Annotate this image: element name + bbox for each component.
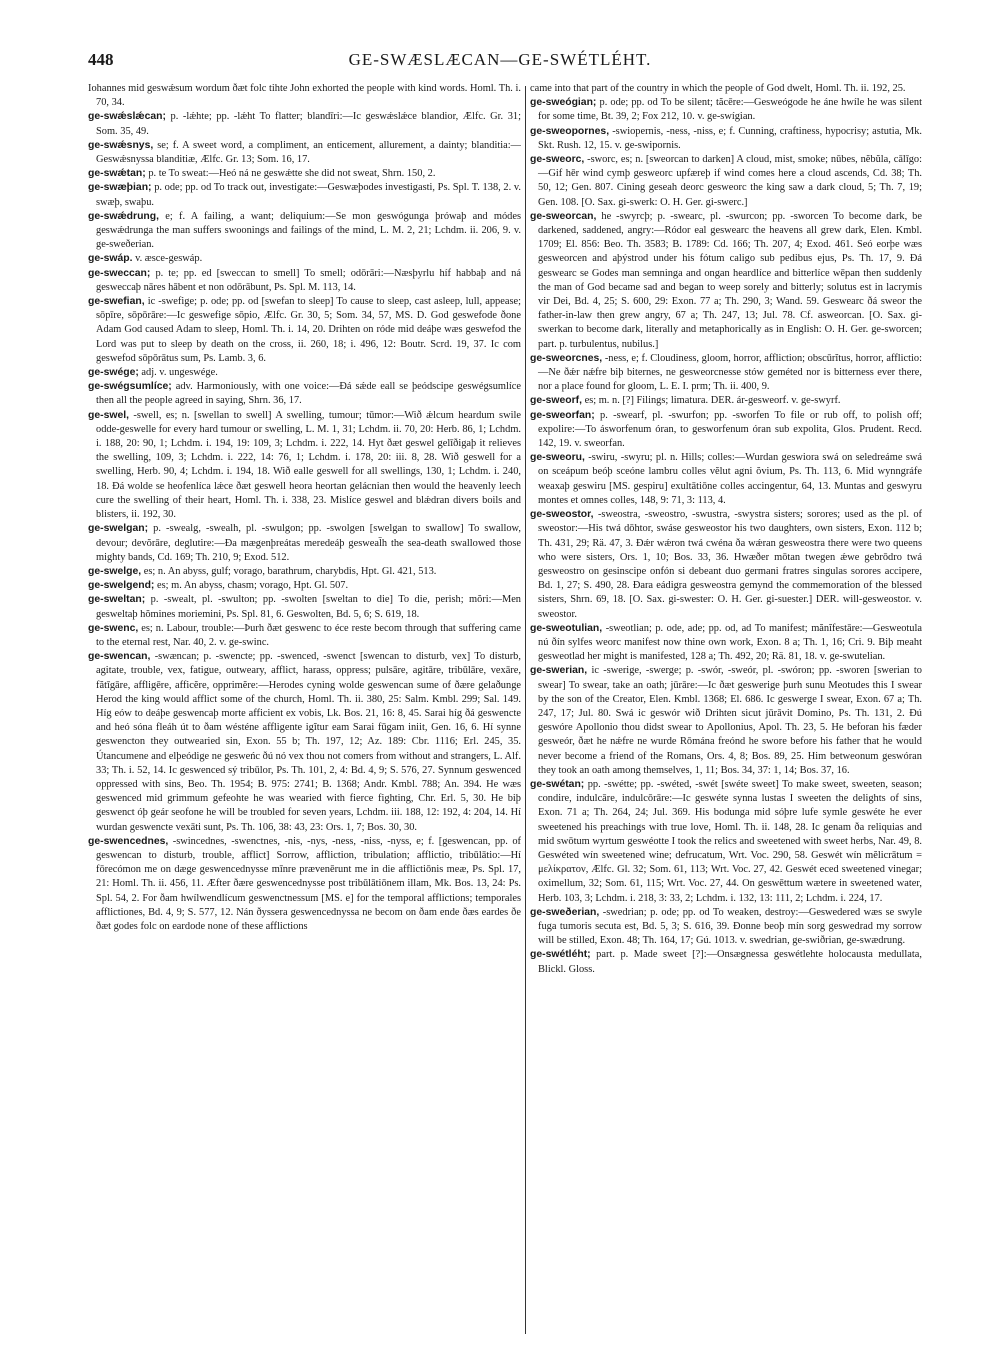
entry-headword: ge-sweorc, [530, 154, 585, 166]
entry-headword: ge-sweopornes, [530, 125, 610, 137]
entry-definition: he -swyrcþ; p. -swearc, pl. -swurcon; pp. -sworcen To become dark, be darkened, saddened, angry:—Ródor eal geswearc the heavens all grew dark, Elen. Kmbl. 1709; El. 856: Beo. Th. 3583; B. 1789: Cd. 166; Th. 207, 4; Exod. 461. Seó eorþe wæs gesweorcen and aþýstrod under his fótum caligo sub pedibus ejus, Ps. Th. 17, 9. Ðá geswearc se Godes man semninga and ongan heardlíce and bitterlíce wēpan then suddenly the man of God became sad and began to weep sorely and bitterly; solutus est in lacrymis vir Dei, Bd. 4, 25; S. 600, 29: Exon. 77 a; Th. 290, 3; Wand. 59. Geswearc ðá sweor the father-in-law then grew angry, 67 a; Th. 247, 13; Jul. 78. Cf. asweorcan. [O. Sax. gi-swerkan to become dark, literally and metaphorically as in English: O. H. Ger. ge-sworcen; part. p. turbulentus, nubilus.] [538, 210, 922, 350]
entry-headword: ge-sweorcan, [530, 210, 597, 222]
entry-definition: came into that part of the country in which the people of God dwelt, Homl. Th. ii. 192, 25. [530, 83, 906, 94]
dictionary-entry [88, 593, 521, 621]
dictionary-entry [88, 139, 521, 167]
entry-headword: ge-swæþian; [88, 182, 152, 194]
entry-definition: Iohannes mid geswǽsum wordum ðæt folc tihte John exhorted the people with kind words. Homl. Th. i. 70, 34. [88, 83, 521, 109]
dictionary-entry [88, 650, 521, 835]
entry-definition: p. ode; pp. od To track out, investigate:—Geswæþodes investigasti, Ps. Spl. T. 138, 2. v. swæþ, swaþu. [96, 182, 521, 208]
entry-headword: ge-swelgend; [88, 580, 155, 592]
right-column [530, 82, 922, 1338]
entry-headword: ge-sweccan; [88, 267, 151, 279]
entry-headword: ge-swǽsnys, [88, 139, 154, 151]
dictionary-entry [88, 181, 521, 209]
running-head: GE-SWÆSLÆCAN—GE-SWÉTLÉHT. [348, 50, 652, 69]
column-divider [525, 86, 526, 1334]
dictionary-entry [88, 210, 521, 253]
dictionary-entry [530, 153, 922, 210]
entry-definition: ic -swefige; p. ode; pp. od [swefan to sleep] To cause to sleep, cast asleep, lull, appease; sōpīre, sōpōrāre:—Ic geswefige sōpio, Ælfc. Gr. 30, 5; Som. 34, 57, MS. D. God geswefode ðone Adam God caused Adam to sleep, Homl. Th. i. 14, 20. Drihten on róde mid deáþe wæs geswefod the Lord was put to sleep by death on the cross, ii. 260, 18; i. 496, 12: Boutr. Scrd. 19, 37. Ic com geswefod sōpōrātus sum, Ps. Lamb. 3, 6. [96, 296, 521, 364]
entry-headword: ge-swétan; [530, 778, 585, 790]
dictionary-entry [88, 366, 521, 380]
dictionary-entry [530, 622, 922, 665]
dictionary-entry [88, 252, 521, 266]
entry-headword: ge-swencan, [88, 651, 151, 663]
entry-definition: p. -lǽhte; pp. -lǽht To flatter; blandīri:—Ic geswǽslǽce blandior, Ælfc. Gr. 31; Som. 35, 49. [96, 111, 521, 137]
entry-definition: part. p. Made sweet [?]:—Onsægnessa geswétlehte holocausta medullata, Blickl. Gloss. [538, 949, 922, 975]
dictionary-entry [88, 167, 521, 181]
entry-headword: ge-swelge, [88, 565, 142, 577]
entry-definition: pp. -swétte; pp. -swéted, -swét [swéte sweet] To make sweet, sweeten, season; condire, indulcāre, indulcōrāre:—Ic geswéte synna lustas I sweeten the delights of sins, Exon. 71 a; Th. 264, 24; Jul. 369. His bodunga mid sóþre lufe symle geswéte he ever sweetened his preachings with true love, Homl. Th. ii. 148, 28. Ic genam ða reliquias and mid swōtum wyrtum geswéotte I took the relics and sweetened with sweet herbs, Nar. 49, 8. Geswéted wín sweetened wine; defrucatum, Wrt. Voc. 290, 58. Geswét wín mĕlicrātum = μελίκρατον, Ælfc. Gl. 32; Som. 61, 113; Wrt. Voc. 27, 42. Geswét eced sweetened vinegar; oximellum, 32; Som. 61, 115; Wrt. Voc. 27, 44. On geswēttum wætere in sweetened water, Herb. 103, 3; Lchdm. i. 218, 3: 33, 2; Lchdm. i. 132, 13: 111, 2; Lchdm. i. 224, 17. [538, 778, 922, 904]
entry-headword: ge-swétléht; [530, 949, 591, 961]
entry-definition: e; f. A failing, a want; deliquium:—Se mon geswógunga þrówaþ and módes geswǽdrunga the man suffers swoonings and failings of the mind, L. M. 2, 21; Lchdm. ii. 206, 9. v. ge-sweðerian. [96, 210, 521, 251]
entry-headword: ge-sweorcnes, [530, 352, 603, 364]
entry-definition: -swell, es; n. [swellan to swell] A swelling, tumour; tūmor:—Wið ǽlcum heardum swile odde-geswelle for every hard tumour or swelling, L. M. 1, 31; Lchdm. ii. 70, 20: Herb. 86, 1; Lchdm. i. 188, 20: 90, 1; Lchdm. i. 194, 19: 109, 3; Lchdm. i. 222, 14. Hyt ðæt geswel gelīðigaþ it relieves the swelling, 109, 3; Lchdm. i. 222, 14: 76, 1; Lchdm. i. 178, 20: iii. 8, 28. Wið geswell for a swelling, Herb. 90, 4; Lchdm. i. 194, 18. Wið ealle geswell for all swellings, 130, 1; Lchdm. i. 240, 18. Ðá wolde se heofenlíca lǽce ðæt geswell heora heortan gelácnian then would the heavenly leech cure the swelling of their heart, Homl. Th. i. 338, 23. Mislíce geswel and blǽdran divers boils and blisters, ii. 192, 30. [96, 409, 521, 521]
dictionary-entry [530, 451, 922, 508]
dictionary-entry [530, 508, 922, 622]
entry-definition: -sweostra, -sweostro, -swustra, -swystra sisters; sorores; used as the pl. of sweostor:—His twá dōhtor, swáse gesweostor his two daughters, own sisters, Exon. 112 b; Th. 431, 29; Rä. 47, 3. Ðǽr wǽron twá cwéna ða wǽran gesweostra there were two queens who were sisters, Ors. 1, 10; Bos. 33, 36. Hwæðer mōtan twegen ǽwe gebrōdro twá gesweostro on gesinscipe onfón si debeant duo germani fratres singulas sorores accipere, Bd. 1, 27; S. 490, 28. Ðara eádigra gesweostra gemynd the commemoration of the blessed sisters, Shrn. 69, 18. [O. Sax. gi-swester: O. H. Ger. gi-suester.] DER. will-gesweostor. v. sweostor. [538, 509, 922, 620]
entry-headword: ge-swelgan; [88, 523, 149, 535]
page-header [88, 50, 912, 74]
dictionary-entry [88, 409, 521, 523]
entry-definition: p. -swealg, -swealh, pl. -swulgon; pp. -swolgen [swelgan to swallow] To swallow, devour; devŏrāre, deglutire:—Ða mægenþreátas meredeáþ gesweal̄h the sea-death swallowed those mighty bands, Cd. 169; Th. 210, 9; Exod. 512. [96, 523, 521, 563]
entry-definition: -swedrian; p. ode; pp. od To weaken, destroy:—Geswedered wæs se swyle fuga tumoris secuta est, Bd. 5, 3; S. 616, 39. Ðonne beoþ mín sorg geswedrad my sorrow will be stilled, Exon. 48; Th. 164, 17; Gú. 1013. v. swedrian, ge-swiðrian, ge-swædrung. [538, 906, 922, 947]
entry-definition: adj. v. ungeswége. [141, 367, 218, 379]
page-number: 448 [88, 50, 114, 69]
entry-definition: se; f. A sweet word, a compliment, an enticement, allurement, a dainty; blanditia:—Geswǽsnyssa blanditiæ, Ælfc. Gr. 13; Som. 16, 17. [96, 139, 521, 166]
entry-definition: v. æsce-geswáp. [135, 253, 203, 265]
entry-headword: ge-swǽdrung, [88, 210, 160, 222]
entry-headword: ge-sweoru, [530, 452, 585, 464]
entry-definition: -sweotlian; p. ode, ade; pp. od, ad To manifest; mănĭfestāre:—Gesweotula nú ðín sylfes weorc manifest now thine own work, Exon. 8 a; Th. 1, 16; Cri. 9. Biþ meaht gesweotlad her might is manifested, 128 a; Th. 492, 20; Rä. 81, 18. v. ge-swutelian. [538, 622, 922, 663]
left-column [88, 82, 521, 1338]
dictionary-entry [530, 394, 922, 408]
entry-definition: -swæncan; p. -swencte; pp. -swenced, -swenct [swencan to disturb, vex] To disturb, agitate, trouble, vex, fatigue, outweary, afflict, harass, oppress; pulsāre, agitāre, tribūlāre, vexāre, fătīgāre, affligēre, afficĕre, opprimĕre:—Herodes cyning wolde geswencan sume of ðære gelaðunge Herod the king would afflict some of the church, Homl. Th. ii. 380, 25: Salm. Kmbl. 299; Sal. 149. Híg eów to deáþe geswencaþ morte afficient ex vobis, Lk. Bos. 21, 16: 8, 45. Sarai híg ðá geswencte and heó sóna fleáh út to ðam wésténe affligente igĭtur eam Sarai fūgam iniit, Gen. 16, 6. Hí synne geswencton they outwearied sin, Exon. 55 b; Th. 197, 12; Az. 189: Cbr. 1116; Erl. 245, 35. Útancumene and elþeódige ne gesweńc ðú nó vex thou not comers from without and strangers, L. Alf. 33; Th. i. 52, 14. Ic geswenced sý tribūlor, Ps. Th. 101, 2, 4: Bd. 4, 9; S. 576, 27. Synnum geswenced oppressed with sins, Beo. Th. 1954; B. 975: 2741; B. 1368; Andr. Kmbl. 788; An. 394. He wæs geswenced mid grimmum gefeohte he was wearied with fierce fighting, Chr. Erl. 5, 30. He biþ geswenct óþ geár seofone he will be troubled for seven years, Lchdm. iii. 188, 12: 192, 4: 204, 14. Hí wurdan geswencte vexāti sunt, Ps. Th. 106, 38: 43, 23: Ors. 1, 7; Bos. 30, 30. [96, 651, 521, 833]
dictionary-entry [530, 82, 922, 96]
entry-headword: ge-sweðerian, [530, 906, 600, 918]
entry-definition: es; m. n. [?] Filings; limatura. DER. ár-gesweorf. v. ge-swyrf. [584, 395, 841, 407]
dictionary-entry [88, 82, 521, 110]
entry-headword: ge-swǽslǽcan; [88, 111, 166, 123]
entry-headword: ge-swǽtan; [88, 168, 146, 180]
dictionary-entry [88, 835, 521, 934]
entry-headword: ge-swefian, [88, 296, 145, 308]
entry-definition: es; n. Labour, trouble:—Þurh ðæt geswenc to éce reste becom through that suffering came to the eternal rest, Nar. 40, 2. v. ge-swinc. [96, 622, 521, 648]
entry-definition: -ness, e; f. Cloudiness, gloom, horror, affliction; obscūrĭtus, horror, afflictio:—Ne ðǽr nǽfre biþ biternes, ne gesweorcnesse stów geméted nor is bitterness ever there, nor a place found for gloom, L. E. I. prm; Th. ii. 400, 9. [538, 352, 922, 393]
entry-definition: es; n. An abyss, gulf; vorago, barathrum, charybdis, Hpt. Gl. 421, 513. [143, 565, 437, 577]
entry-definition: p. ode; pp. od To be silent; tăcēre:—Gesweógode he áne hwíle he was silent for some time, Bt. 39, 2; Fox 212, 10. v. ge-swígian. [538, 97, 922, 123]
entry-definition: p. -swealt, pl. -swulton; pp. -swolten [sweltan to die] To die, perish; mŏri:—Men gesweltaþ hŏmines moriemini, Ps. Spl. 81, 6. Geswolten, Bd. 5, 6; S. 619, 18. [96, 594, 521, 620]
entry-headword: ge-swégsumlíce; [88, 381, 172, 393]
dictionary-entry [530, 210, 922, 352]
dictionary-entry [530, 906, 922, 949]
entry-definition: adv. Harmoniously, with one voice:—Ðá sǽde eall se þeódscipe geswégsumlíce then all the people agreed in saying, Shrn. 36, 17. [96, 381, 521, 407]
entry-definition: p. te; pp. ed [sweccan to smell] To smell; odōrāri:—Næsþyrlu híf habbaþ and ná gesweccaþ nāres hābent et non odōrābunt, Ps. Spl. M. 113, 14. [96, 267, 521, 293]
entry-headword: ge-swenc, [88, 622, 139, 634]
entry-headword: ge-sweltan; [88, 594, 146, 606]
entry-headword: ge-swége; [88, 367, 139, 379]
entry-definition: ic -swerige, -swerge; p. -swór, -sweór, pl. -swóron; pp. -sworen [swerian to swear] To swear, take an oath; jūrāre:—Ic ðæt geswerige þurh sunu Meotudes this I swear by the son of the Creator, Elen. Kmbl. 1368; El. 686. Ic geswerge I swear, Exon. 67 a; Th. 247, 17; Jul. 80. Swá ic geswór wið Drihten sicut jūrāvit Domino, Ps. Th. 131, 2. Ðú geswóre Apollonio thou didst swear to Apollonius, Apol. Th. 23, 5. He beforan his fæder gesweór, ðæt he nǽfre ne wurde Rōmána freónd he swore before his father that he would never become a friend of the Romans, Ors. 4, 8; Bos. 89, 25. Him betweonum geswóran they took an oath among themselves, 1, 11; Bos. 34, 37: 1, 14; Bos. 37, 16. [538, 665, 922, 776]
entry-definition: p. -swearf, pl. -swurfon; pp. -sworfen To file or rub off, to polish off; expolire:—To ásworfenum óran, to gesworfenum óran sub expolita, Glos. Prudent. Recd. 142, 19. v. sweorfan. [538, 409, 922, 450]
dictionary-entry [88, 267, 521, 295]
entry-headword: ge-sweógian; [530, 97, 597, 109]
entry-headword: ge-sweostor, [530, 509, 594, 521]
dictionary-entry [88, 110, 521, 138]
entry-definition: p. te To sweat:—Heó ná ne geswǽtte she did not sweat, Shrn. 150, 2. [148, 168, 436, 180]
dictionary-entry [530, 948, 922, 976]
dictionary-entry [88, 565, 521, 579]
dictionary-entry [530, 778, 922, 906]
entry-definition: -swincednes, -swenctnes, -nis, -nys, -ness, -niss, -nyss, e; f. [geswencan, pp. of geswencan to disturb, trouble, afflict] Sorrow, affliction, tribulation; afflictio, tribūlātio:—Hí fōrecómon me on dæge geswencednysse mīnre prævenērunt me in die afflictiōnis meæ, Ps. Spl. 17, 21: Homl. Th. ii. 456, 11. Æfter ðære geswencednysse post tribūlātiōnem illam, Mk. Bos. 13, 24: Ps. Spl. 54, 2. For ðam hwílwendlícum geswenctnessum [MS. e] for the temporal afflictions; temporales afflictiones, Bd. 4, 9; S. 577, 12. Nán ðyssera geswencednyssa ne becom on ðam ende ðæs eardes ðe ðæt godes folc on eardode none of these afflictions [96, 835, 521, 932]
entry-definition: es; m. An abyss, chasm; vorago, Hpt. Gl. 507. [157, 580, 349, 592]
dictionary-entry [88, 522, 521, 565]
dictionary-entry [530, 125, 922, 153]
entry-headword: ge-sweotulian, [530, 622, 603, 634]
entry-headword: ge-swerian, [530, 665, 588, 677]
entry-definition: -sworc, es; n. [sweorcan to darken] A cloud, mist, smoke; nūbes, nĕbŭla, cālīgo:—Gif hēr wind cymþ gesweorc upfæreþ if wind comes here a cloud ascends, Cd. 38; Th. 50, 12; Gen. 807. Cining geseah deorc gesweorc the king saw a dark cloud, 5; Th. 7, 19; Gen. 108. [O. Sax. gi-swerk: O. H. Ger. gi-swerc.] [538, 154, 922, 208]
dictionary-entry [530, 96, 922, 124]
dictionary-entry [88, 295, 521, 366]
entry-headword: ge-sweorf, [530, 395, 582, 407]
entry-definition: -swiopernis, -ness, -niss, e; f. Cunning, craftiness, hypocrisy; astutia, Mk. Skt. Rush. 12, 15. v. ge-swipornis. [538, 125, 922, 151]
entry-headword: ge-swel, [88, 409, 129, 421]
dictionary-entry [88, 579, 521, 593]
dictionary-entry [530, 409, 922, 452]
entry-headword: ge-swáp. [88, 253, 133, 265]
entry-headword: ge-swencednes, [88, 835, 169, 847]
entry-headword: ge-sweorfan; [530, 409, 595, 421]
entry-definition: -swiru, -swyru; pl. n. Hills; colles:—Wurdan geswiora swá on seledreáme swá on sceápum beóþ sceóne lambru colles vĕlut agni ŏvium, Ps. Th. 113, 6. Mid wynngráfe weaxaþ geswiru [MS. gespiru] exultātiōne colles accingentur, 64, 13. Muntas and geswyru montes et omnes colles, 148, 9: 71, 3: 113, 4. [538, 452, 922, 506]
dictionary-entry [88, 622, 521, 650]
dictionary-entry [530, 352, 922, 395]
dictionary-entry [88, 380, 521, 408]
dictionary-entry [530, 664, 922, 778]
